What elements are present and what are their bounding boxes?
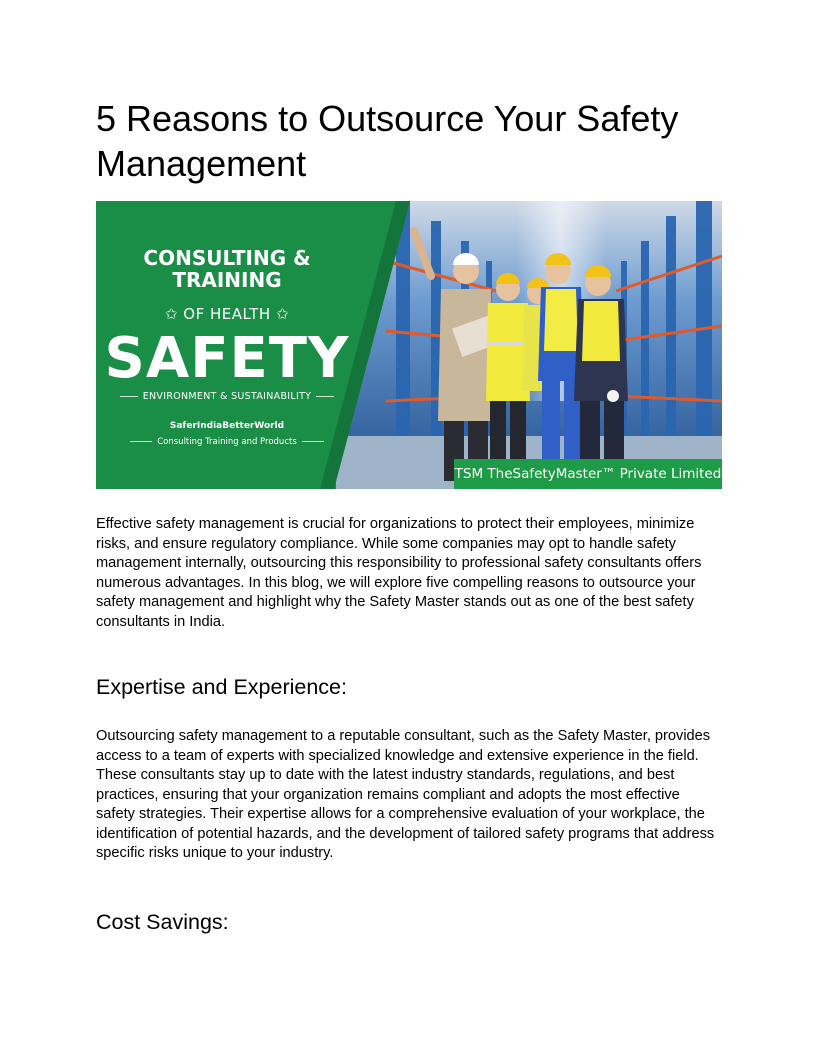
banner-environment xyxy=(96,391,358,402)
banner-image xyxy=(96,201,722,489)
intro-paragraph: Effective safety management is crucial for organizations to protect their employees, minimize risks, and ensure regulatory compliance. While some companies may opt to handle safety management internally, outsourcing this responsibility to professional safety consultants offers numerous advantages. In this blog, we will explore five compelling reasons to outsource your safety management and highlight why the Safety Master stands out as one of the best safety consultants in India. xyxy=(96,516,702,630)
banner-consulting-line2: TRAINING xyxy=(172,268,282,292)
banner-consulting-heading xyxy=(96,247,358,291)
section-heading-cost-savings: Cost Savings: xyxy=(96,909,229,934)
banner-saferindia: SaferIndiaBetterWorld xyxy=(169,421,285,431)
page-title: 5 Reasons to Outsource Your Safety Management xyxy=(96,98,679,184)
section-heading-expertise: Expertise and Experience: xyxy=(96,675,347,699)
document-page xyxy=(96,96,720,936)
banner-of-health: ✩ OF HEALTH ✩ xyxy=(164,305,290,323)
banner-consulting-products xyxy=(96,437,358,447)
section-body-expertise: Outsourcing safety management to a reputable consultant, such as the Safety Master, provides access to a team of experts with specialized knowledge and extensive experience in the field. These consultants stay up to date with the latest industry standards, regulations, and best practices, ensuring that your organization remains compliant and adopts the most effective safety strategies. Their expertise allows for a comprehensive evaluation of your workplace, the identification of potential hazards, and the development of tailored safety programs that address specific risks unique to your industry. xyxy=(96,728,715,861)
banner-environment-text: ENVIRONMENT & SUSTAINABILITY xyxy=(142,391,312,402)
banner-consulting-products-text: Consulting Training and Products xyxy=(157,437,297,447)
banner-text-block xyxy=(96,201,358,489)
banner-safety-word: SAFETY xyxy=(104,326,350,391)
banner-consulting-line1: CONSULTING & xyxy=(143,246,311,270)
company-badge: TSM TheSafetyMaster™ Private Limited xyxy=(454,459,722,489)
